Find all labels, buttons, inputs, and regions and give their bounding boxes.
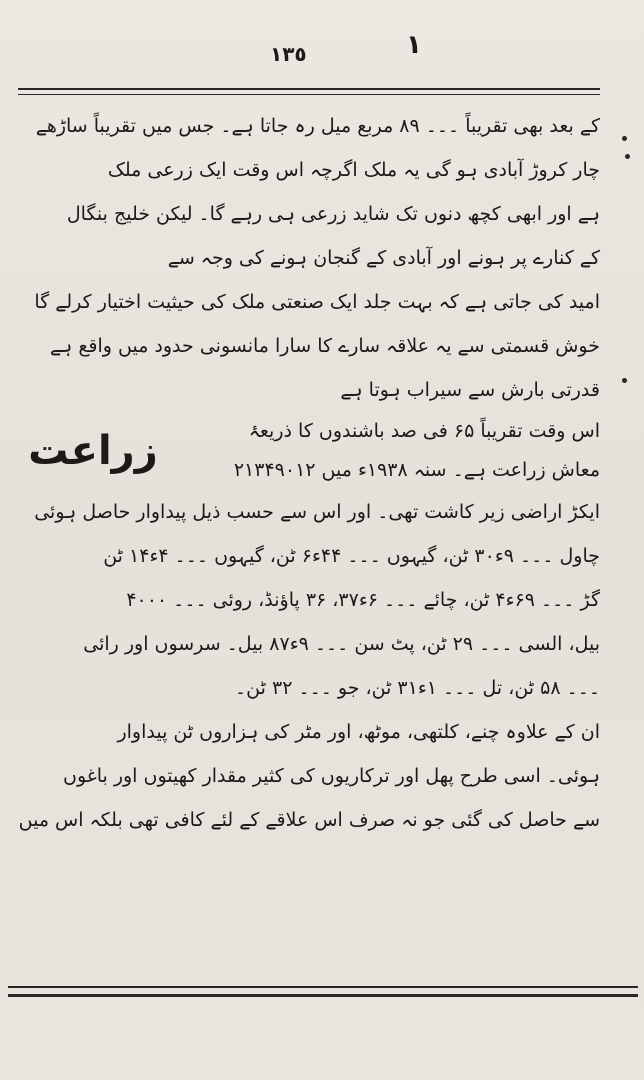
- top-rule-thin: [18, 94, 600, 95]
- text-line: اس وقت تقریباً ۶۵ فی صد باشندوں کا ذریعۂ: [248, 420, 600, 442]
- page-number: ١٣٥: [270, 42, 307, 66]
- text-line: ایکڑ اراضی زیر کاشت تھی۔ اور اس سے حسب ذیل پیداوار حاصل ہوئی: [34, 501, 600, 523]
- body-text: [18, 104, 608, 842]
- margin-dot: [625, 154, 630, 159]
- margin-dot: [622, 378, 627, 383]
- text-line: ۔۔۔ ۵۸ ٹن، تل ۔۔۔ ۱ء۳۱ ٹن، جو ۔۔۔ ۳۲ ٹن۔: [235, 677, 600, 699]
- text-line: بیل، السی ۔۔۔ ۲۹ ٹن، پٹ سن ۔۔۔ ۹ء۸۷ بیل۔ سرسوں اور رائی: [83, 633, 600, 655]
- section-heading-row: [18, 412, 608, 490]
- corner-mark: ١: [406, 30, 422, 60]
- text-line: ہے اور ابھی کچھ دنوں تک شاید زرعی ہی رہے گا۔ لیکن خلیج بنگال: [66, 203, 600, 225]
- bottom-rule: [8, 986, 638, 988]
- text-line: ان کے علاوہ چنے، کلتھی، موٹھ، اور مٹر کی ہزاروں ٹن پیداوار: [117, 721, 600, 743]
- bottom-rule-thick: [8, 994, 638, 997]
- text-line: کے بعد بھی تقریباً ۔۔۔ ۸۹ مربع میل رہ جاتا ہے۔ جس میں تقریباً ساڑھے: [35, 115, 600, 137]
- heading-side-text: [178, 412, 608, 490]
- text-line: چار کروڑ آبادی ہو گی یہ ملک اگرچہ اس وقت ایک زرعی ملک: [107, 159, 600, 181]
- text-line: معاش زراعت ہے۔ سنہ ۱۹۳۸ء میں ۲۱۳۴۹۰۱۲: [233, 459, 600, 481]
- text-line: خوش قسمتی سے یہ علاقہ سارے کا سارا مانسونی حدود میں واقع ہے: [50, 335, 600, 357]
- text-line: امید کی جاتی ہے کہ بہت جلد ایک صنعتی ملک کی حیثیت اختیار کرلے گا: [34, 291, 600, 313]
- text-line: ہوئی۔ اسی طرح پھل اور ترکاریوں کی کثیر مقدار کھیتوں اور باغوں: [63, 765, 600, 787]
- top-rule: [18, 88, 600, 90]
- text-line: قدرتی بارش سے سیراب ہوتا ہے: [340, 379, 600, 401]
- text-line: گڑ ۔۔۔ ۶۹ء۴ ٹن، چائے ۔۔۔ ۶ء۳۷، ۳۶ پاؤنڈ، روئی ۔۔۔ ۴۰۰۰: [126, 589, 600, 611]
- margin-dot: [622, 136, 627, 141]
- text-line: سے حاصل کی گئی جو نہ صرف اس علاقے کے لئے کافی تھی بلکہ اس میں: [18, 809, 600, 831]
- text-line: چاول ۔۔۔ ۹ء۳۰ ٹن، گیہوں ۔۔۔ ۴۴ء۶ ٹن، گیہوں ۔۔۔ ۴ء۱۴ ٹن: [103, 545, 600, 567]
- text-line: کے کنارے پر ہونے اور آبادی کے گنجان ہونے کی وجہ سے: [167, 247, 600, 269]
- section-heading: زراعت: [28, 428, 158, 474]
